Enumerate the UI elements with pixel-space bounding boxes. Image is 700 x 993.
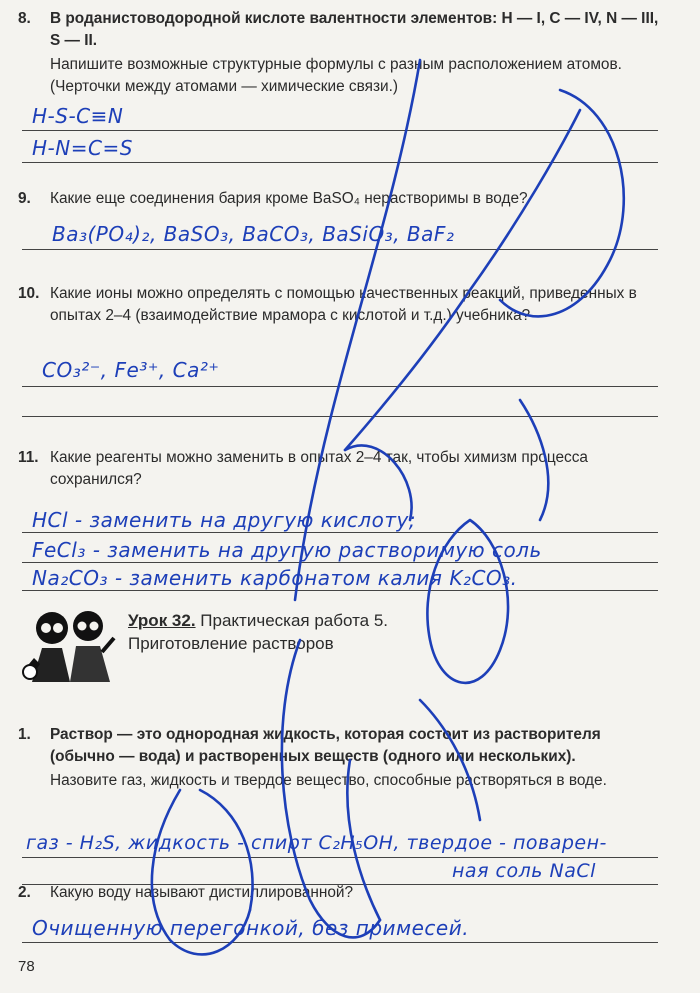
- answer-line: [22, 386, 658, 387]
- answer-line: [22, 416, 658, 417]
- question-text: Раствор — это однородная жидкость, которая состоит из растворителя (обычно — вода) и растворенных веществ (одного или нескольких).: [50, 726, 601, 765]
- question-number: 1.: [18, 726, 31, 743]
- handwritten-answer: Ba₃(PO₄)₂, BaSO₃, BaCO₃, BaSiO₃, BaF₂: [52, 222, 455, 246]
- question-task: Назовите газ, жидкость и твердое вещество, способные растворяться в воде.: [50, 772, 607, 789]
- lesson-subtitle: Приготовление растворов: [128, 634, 334, 653]
- handwritten-answer: HCl - заменить на другую кислоту;: [32, 508, 417, 532]
- handwritten-answer: Na₂CO₃ - заменить карбонатом калия K₂CO₃.: [32, 566, 518, 590]
- handwritten-answer: H-N=C=S: [32, 136, 133, 160]
- answer-line: [22, 590, 658, 591]
- handwritten-answer: ная соль NaCl: [452, 860, 596, 882]
- scientist-illustration: [20, 604, 116, 684]
- question-text: Какие ионы можно определять с помощью качественных реакций, приведенных в опытах 2–4 (взаимодействие мрамора с кислотой и т.д.) учебника?: [50, 285, 637, 324]
- answer-line: [22, 857, 658, 858]
- question-number: 2.: [18, 884, 31, 901]
- answer-line: [22, 562, 658, 563]
- question-number: 8.: [18, 10, 31, 27]
- question-10: [18, 283, 664, 327]
- question-number: 10.: [18, 285, 40, 302]
- question-11: [18, 447, 664, 491]
- handwritten-answer: Очищенную перегонкой, без примесей.: [32, 916, 470, 940]
- question-9: [18, 188, 664, 210]
- question-text: Какие еще соединения бария кроме BaSO₄ нерастворимы в воде?: [50, 190, 528, 207]
- answer-line: [22, 532, 658, 533]
- question-text: Какие реагенты можно заменить в опытах 2–4 так, чтобы химизм процесса сохранился?: [50, 449, 588, 488]
- handwritten-answer: H-S-C≡N: [32, 104, 124, 128]
- question-number: 11.: [18, 449, 39, 466]
- lesson-label: Урок 32.: [128, 611, 196, 630]
- answer-line: [22, 249, 658, 250]
- answer-line: [22, 162, 658, 163]
- lesson-question-1: [18, 724, 664, 792]
- question-text: В роданистоводородной кислоте валентности элементов: H — I, C — IV, N — III, S — II.: [50, 10, 659, 49]
- question-8: [18, 8, 664, 98]
- answer-line: [22, 942, 658, 943]
- question-text: Какую воду называют дистиллированной?: [50, 884, 354, 901]
- lesson-question-2: [18, 882, 664, 904]
- handwritten-answer: CO₃²⁻, Fe³⁺, Ca²⁺: [42, 358, 220, 382]
- handwritten-answer: газ - H₂S, жидкость - спирт C₂H₅OH, твердое - поварен-: [26, 832, 607, 854]
- handwritten-answer: FeCl₃ - заменить на другую растворимую соль: [32, 538, 542, 562]
- question-number: 9.: [18, 190, 31, 207]
- page-number: 78: [18, 958, 35, 975]
- lesson-header: [128, 609, 388, 655]
- question-task: Напишите возможные структурные формулы с разным расположением атомов. (Черточки между атомами — химические связи.): [50, 56, 622, 95]
- lesson-title: Практическая работа 5.: [200, 611, 389, 630]
- answer-line: [22, 130, 658, 131]
